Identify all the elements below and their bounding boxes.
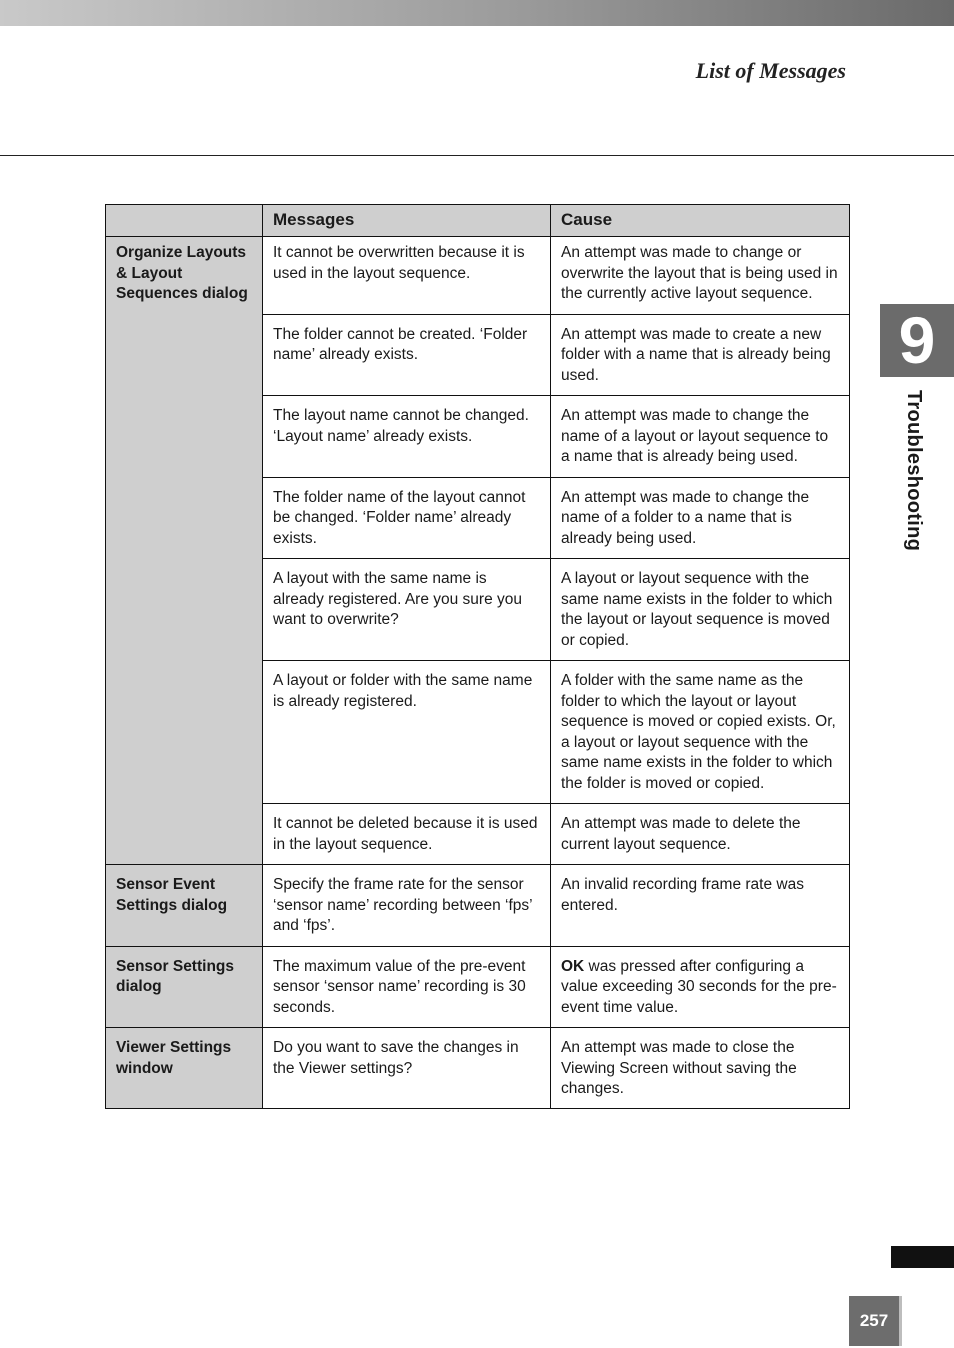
message-cell: Specify the frame rate for the sensor ‘sensor name’ recording between ‘fps’ and ‘fps’.: [263, 865, 551, 947]
ok-button-label: OK: [561, 957, 585, 975]
message-cell: Do you want to save the changes in the Viewer settings?: [263, 1028, 551, 1109]
page-number: 257: [849, 1296, 899, 1346]
cause-cell: An attempt was made to change or overwrite the layout that is being used in the currently active layout sequence.: [551, 237, 850, 315]
message-cell: A layout or folder with the same name is already registered.: [263, 661, 551, 804]
message-cell: It cannot be overwritten because it is used in the layout sequence.: [263, 237, 551, 315]
message-cell: The layout name cannot be changed. ‘Layout name’ already exists.: [263, 396, 551, 478]
column-header-messages: Messages: [263, 205, 551, 237]
messages-table: [105, 204, 850, 1109]
cause-cell: An attempt was made to close the Viewing Screen without saving the changes.: [551, 1028, 850, 1109]
section-cell: Sensor Event Settings dialog: [106, 865, 263, 947]
message-cell: A layout with the same name is already registered. Are you sure you want to overwrite?: [263, 559, 551, 661]
page-title: List of Messages: [695, 58, 846, 83]
table-row: [106, 865, 850, 947]
column-header-cause: Cause: [551, 205, 850, 237]
cause-cell: An attempt was made to create a new folder with a name that is already being used.: [551, 314, 850, 396]
column-header-blank: [106, 205, 263, 237]
cause-cell: An attempt was made to change the name of a layout or layout sequence to a name that is already being used.: [551, 396, 850, 478]
section-cell: Viewer Settings window: [106, 1028, 263, 1109]
cause-cell: A layout or layout sequence with the same name exists in the folder to which the layout or layout sequence is moved or copied.: [551, 559, 850, 661]
cause-cell: [551, 946, 850, 1028]
header-divider: [0, 155, 954, 156]
table-row: [106, 946, 850, 1028]
message-cell: The folder cannot be created. ‘Folder name’ already exists.: [263, 314, 551, 396]
section-cell: Sensor Settings dialog: [106, 946, 263, 1028]
chapter-number-badge: 9: [880, 304, 954, 377]
chapter-label: Troubleshooting: [903, 390, 925, 552]
cause-cell: An attempt was made to delete the current layout sequence.: [551, 804, 850, 865]
table-row: [106, 237, 850, 315]
side-tab-marker: [891, 1246, 954, 1268]
cause-cell: An attempt was made to change the name of a folder to a name that is already being used.: [551, 477, 850, 559]
cause-cell: An invalid recording frame rate was entered.: [551, 865, 850, 947]
message-cell: The maximum value of the pre-event sensor ‘sensor name’ recording is 30 seconds.: [263, 946, 551, 1028]
section-cell: Organize Layouts & Layout Sequences dialog: [106, 237, 263, 865]
table-header-row: [106, 205, 850, 237]
cause-text: was pressed after configuring a value exceeding 30 seconds for the pre-event time value.: [561, 957, 837, 1016]
table-row: [106, 1028, 850, 1109]
message-cell: The folder name of the layout cannot be changed. ‘Folder name’ already exists.: [263, 477, 551, 559]
message-cell: It cannot be deleted because it is used in the layout sequence.: [263, 804, 551, 865]
header-bar: [0, 0, 954, 26]
cause-cell: A folder with the same name as the folder to which the layout or layout sequence is moved or copied exists. Or, a layout or layout sequence with the same name exists in the folder to which the folder is moved or copied.: [551, 661, 850, 804]
